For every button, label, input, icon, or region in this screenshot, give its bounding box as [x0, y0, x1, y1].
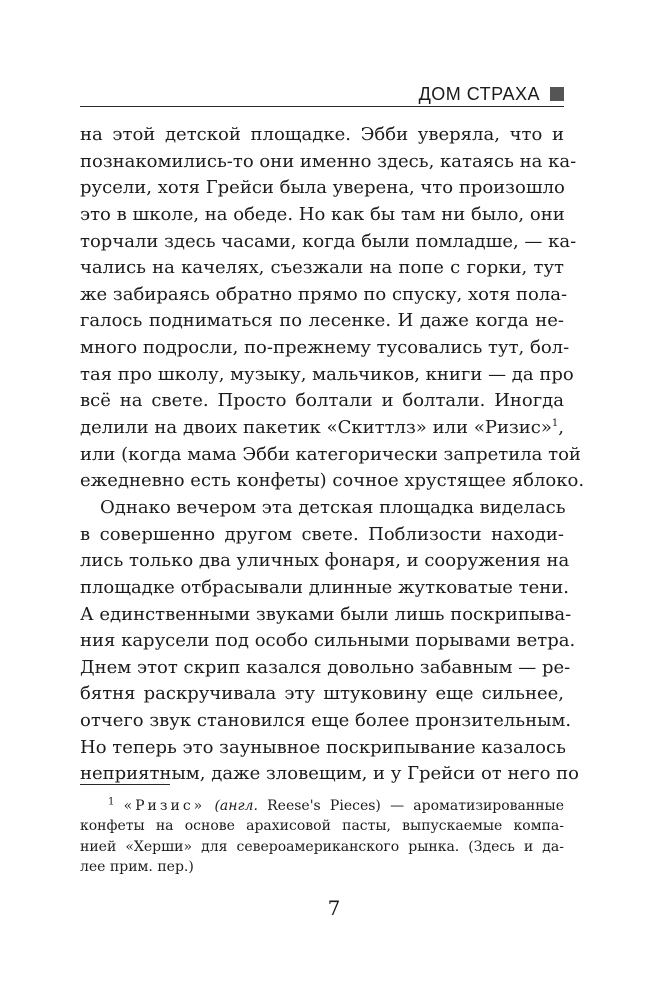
footnote — [80, 796, 564, 877]
body-line: много подросли, по-прежнему тусовались тут, бол- — [80, 337, 570, 359]
body-text — [80, 122, 585, 788]
running-title: ДОМ СТРАХА — [418, 84, 540, 104]
body-line: на этой детской площадке. Эбби уверяла, что и — [80, 124, 564, 145]
footnote-first-line — [80, 796, 564, 816]
body-line: лись только два уличных фонаря, и сооружения на — [80, 550, 570, 572]
footnote-line: конфеты на основе арахисовой пасты, выпускаемые компа- — [80, 818, 564, 835]
footnote-line: лее прим. пер.) — [80, 858, 194, 875]
body-line: торчали здесь часами, когда были помладше, — ка- — [80, 230, 577, 252]
footnote-rule — [80, 784, 170, 785]
header-rule — [80, 106, 564, 107]
body-line: чались на качелях, съезжали на попе с горки, тут — [80, 257, 564, 279]
footnote-term: «Ризис» — [123, 798, 206, 814]
body-line-suffix: , — [558, 417, 564, 439]
footnote-reference[interactable]: 1 — [551, 418, 559, 430]
body-line: А единственными звуками были лишь поскрипыва- — [80, 603, 572, 625]
body-line: тая про школу, музыку, мальчиков, книги — да про — [80, 363, 574, 385]
running-header — [419, 84, 564, 104]
body-line: в совершенно другом свете. Поблизости находи- — [80, 523, 564, 545]
footnote-lang-note: (англ. — [214, 798, 258, 814]
header-square-mark — [550, 87, 564, 101]
paragraph-start-line: Однако вечером эта детская площадка виделась — [100, 496, 566, 518]
body-line: или (когда мама Эбби категорически запретила той — [80, 443, 581, 465]
body-line: ния карусели под особо сильными порывами ветра. — [80, 630, 576, 652]
body-line: площадке отбрасывали длинные жутковатые тени. — [80, 576, 570, 598]
body-line: всё на свете. Просто болтали и болтали. Иногда — [80, 390, 564, 412]
body-line-text: делили на двоих пакетик «Скиттлз» или «Ризис» — [80, 417, 552, 439]
footnote-marker: 1 — [108, 796, 115, 808]
paragraph-end-line: ежедневно есть конфеты) сочное хрустящее яблоко. — [80, 470, 585, 492]
body-line: познакомились-то они именно здесь, катаясь на ка- — [80, 150, 577, 172]
body-line-with-footnote — [80, 415, 564, 442]
body-line: Но теперь это заунывное поскрипывание казалось — [80, 736, 566, 758]
footnote-original-name: Reese's Pieces) — [267, 798, 381, 814]
body-line: это в школе, на обеде. Но как бы там ни было, они — [80, 203, 565, 225]
footnote-line-rest: — ароматизированные — [390, 798, 564, 814]
body-line: неприятным, даже зловещим, и у Грейси от него по — [80, 763, 579, 785]
body-line: Днем этот скрип казался довольно забавным — ре- — [80, 656, 571, 678]
body-line: бятня раскручивала эту штуковину еще сильнее, — [80, 683, 564, 705]
footnote-line: нией «Херши» для североамериканского рынка. (Здесь и да- — [80, 838, 564, 855]
body-line: же забираясь обратно прямо по спуску, хотя пола- — [80, 283, 568, 305]
body-line: отчего звук становился еще более пронзительным. — [80, 710, 572, 732]
body-line: галось подниматься по лесенке. И даже когда не- — [80, 310, 564, 332]
body-line: русели, хотя Грейси была уверена, что произошло — [80, 177, 565, 199]
page-number: 7 — [327, 896, 341, 920]
